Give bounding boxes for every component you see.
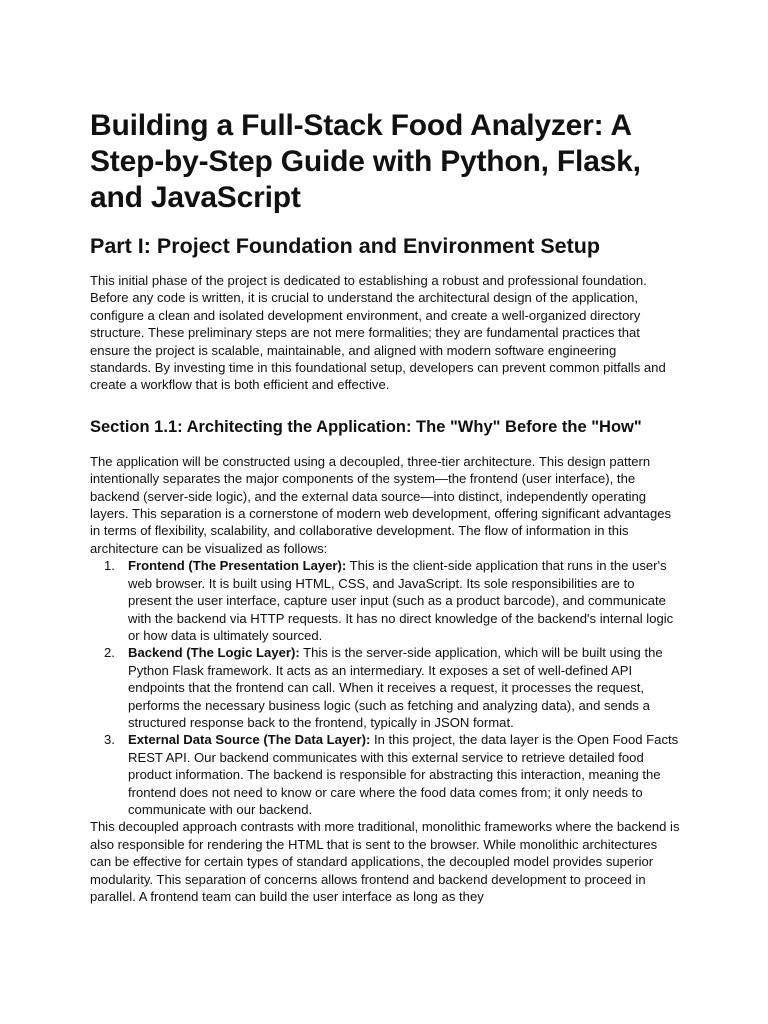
list-item-number: 3. xyxy=(104,732,115,748)
intro-paragraph: This initial phase of the project is dedicated to establishing a robust and professional foundation. Before any code is written, it is crucial to understand the architectural design of the application, configure a clean and isolated development environment, and create a well-organized directory structure. These preliminary steps are not mere formalities; they are fundamental practices that ensure the project is scalable, maintainable, and aligned with modern software engineering standards. By investing time in this foundational setup, developers can prevent common pitfalls and create a workflow that is both efficient and effective. xyxy=(90,273,666,393)
closing-paragraph: This decoupled approach contrasts with more traditional, monolithic frameworks where the backend is also responsible for rendering the HTML that is sent to the browser. While monolithic architectures can be effective for certain types of standard applications, the decoupled model provides superior modularity. This separation of concerns allows frontend and backend development to proceed in parallel. A frontend team can build the user interface as long as they xyxy=(90,819,680,904)
list-item-term: External Data Source (The Data Layer): xyxy=(128,732,371,748)
document-title: Building a Full-Stack Food Analyzer: A Step-by-Step Guide with Python, Flask, and JavaScript xyxy=(90,109,641,214)
list-item xyxy=(104,644,680,731)
list-item xyxy=(104,557,680,644)
list-item-description: In this project, the data layer is the Open Food Facts REST API. Our backend communicates with this external service to retrieve detailed food product information. The backend is responsible for abstracting this interaction, meaning the frontend does not need to know or care where the food data comes from; it only needs to communicate with our backend. xyxy=(128,732,679,817)
list-item-term: Frontend (The Presentation Layer): xyxy=(128,558,347,574)
list-item-number: 2. xyxy=(104,645,115,661)
list-item-term: Backend (The Logic Layer): xyxy=(128,645,300,661)
list-item-number: 1. xyxy=(104,558,115,574)
part-heading: Part I: Project Foundation and Environment Setup xyxy=(90,234,601,258)
section-heading: Section 1.1: Architecting the Application: The "Why" Before the "How" xyxy=(90,417,642,436)
architecture-layer-list xyxy=(90,557,680,818)
list-item-description: This is the server-side application, which will be built using the Python Flask framework. It acts as an intermediary. It exposes a set of well-defined API endpoints that the frontend can call. When it receives a request, it processes the request, performs the necessary business logic (such as fetching and analyzing data), and sends a structured response back to the frontend, typically in JSON format. xyxy=(128,645,663,730)
list-item-description: This is the client-side application that runs in the user's web browser. It is built using HTML, CSS, and JavaScript. Its sole responsibilities are to present the user interface, capture user input (such as a product barcode), and communicate with the backend via HTTP requests. It has no direct knowledge of the backend's internal logic or how data is ultimately sourced. xyxy=(128,558,674,643)
document-page xyxy=(90,108,680,905)
list-item xyxy=(104,731,680,818)
section-paragraph: The application will be constructed using a decoupled, three-tier architecture. This design pattern intentionally separates the major components of the system—the frontend (user interface), the backend (server-side logic), and the external data source—into distinct, independently operating layers. This separation is a cornerstone of modern web development, offering significant advantages in terms of flexibility, scalability, and collaborative development. The flow of information in this architecture can be visualized as follows: xyxy=(90,453,672,556)
